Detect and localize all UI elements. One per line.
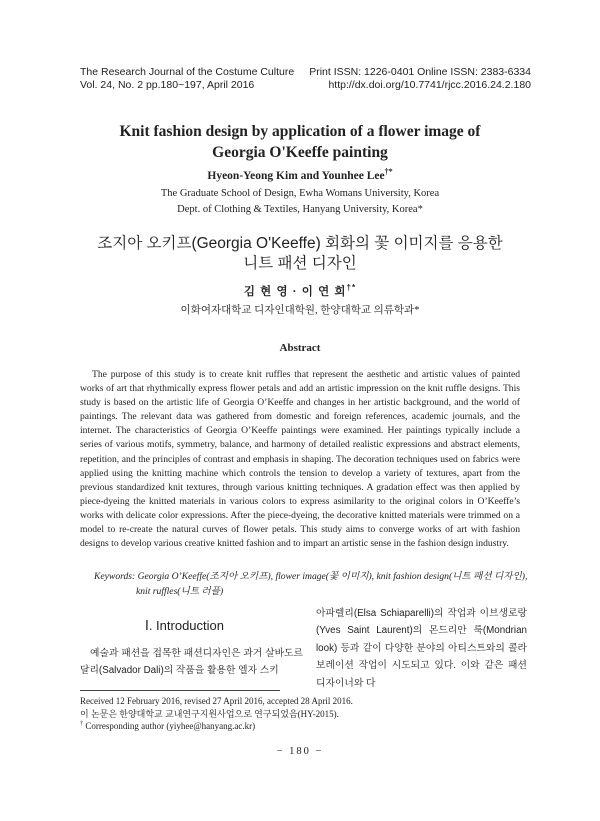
corresponding-author: † Corresponding author (yiyhee@hanyang.ac.kr) — [80, 720, 256, 731]
keywords: Keywords: Georgia O’Keeffe(조지아 오키프), flower image(꽃 이미지), knit fashion design(니트 패션 디자인), knit ruffles(니트 러플) — [94, 571, 528, 597]
funding-note: 이 논문은 한양대학교 교내연구지원사업으로 연구되었음(HY-2015). — [80, 708, 339, 719]
journal-doi[interactable]: http://dx.doi.org/10.7741/rjcc.2016.24.2.180 — [328, 79, 531, 91]
abstract-text: The purpose of this study is to create knit ruffles that represent the aesthetic and artistic values of painted works of art that rhythmically express flower petals and add an artistic impression on the knit ruffle designs. This study is based on the artistic life of Georgia O’Keeffe and changes in her artistic background, and the world of paintings. The relevant data was gathered from domestic and foreign references, academic journals, and the internet. The characteristics of Georgia O’Keeffe paintings were examined. Her paintings typically include a series of various motifs, symmetry, balance, and harmony of detailed realistic expressions and abstract elements, repetition, and the principles of contrast and emphasis in shaping. The decoration techniques used on fabrics were applied using the knitting machine which controls the tension to develop a variety of textures, apart from the previous standardized knit textures, through various knitting techniques. A gradation effect was then applied by piece-dyeing the knitted materials in various colors to express asimilarity to the original colors in O’Keeffe’s works with delicate color expressions. After the piece-dyeing, the decorative knitted materials were trimmed on a model to re-create the natural curves of flower petals. This study aims to converge works of art with fashion designs to develop various creative knitted fashion and to impart an artistic sense in the fashion design industry. — [80, 369, 520, 550]
section-heading: Ⅰ. Introduction — [145, 618, 224, 633]
footnote-divider — [80, 690, 280, 691]
journal-volume: Vol. 24, No. 2 pp.180~197, April 2016 — [80, 79, 255, 91]
authors-en: Hyeon-Yeong Kim and Younhee Lee†* — [207, 167, 393, 182]
page-number: − 180 − — [276, 746, 324, 757]
right-column-text: 아파렐리(Elsa Schiaparelli)의 작업과 이브생로랑(Yves Saint Laurent)의 몬드리안 룩(Mondrian look) 등과 같이 다양한 분야의 아티스트와의 콜라보레이션 작업이 시도되고 있다. 이와 같은 패션 디자이너와 다 — [316, 608, 527, 689]
journal-header — [80, 66, 294, 92]
paper-title-en: Knit fashion design by application of a flower image of Georgia O'Keeffe painting — [119, 123, 481, 161]
footnotes — [80, 695, 353, 733]
author-mark: †* — [384, 167, 393, 177]
journal-name: The Research Journal of the Costume Culture — [80, 66, 295, 78]
received-dates: Received 12 February 2016, revised 27 April 2016, accepted 28 April 2016. — [80, 696, 353, 706]
affiliations-ko: 이화여자대학교 디자인대학원, 한양대학교 의류학과* — [180, 305, 420, 316]
paper-title-ko: 조지아 오키프(Georgia O'Keeffe) 회화의 꽃 이미지를 응용한 니트 패션 디자인 — [97, 235, 503, 272]
abstract-heading: Abstract — [279, 342, 321, 354]
journal-issn: Print ISSN: 1226-0401 Online ISSN: 2383-6334 — [309, 66, 531, 78]
author-mark-ko: †* — [346, 283, 357, 293]
left-column-text: 예술과 패션을 접목한 패션디자인은 과거 살바도르 달리(Salvador Dali)의 작품을 활용한 엘자 스키 — [80, 648, 303, 677]
journal-ids — [309, 66, 531, 92]
authors-ko: 김 현 영 · 이 연 희†* — [243, 283, 357, 298]
affiliations-en: The Graduate School of Design, Ewha Womans University, Korea Dept. of Clothing & Textiles, Hanyang University, Korea* — [160, 188, 440, 215]
